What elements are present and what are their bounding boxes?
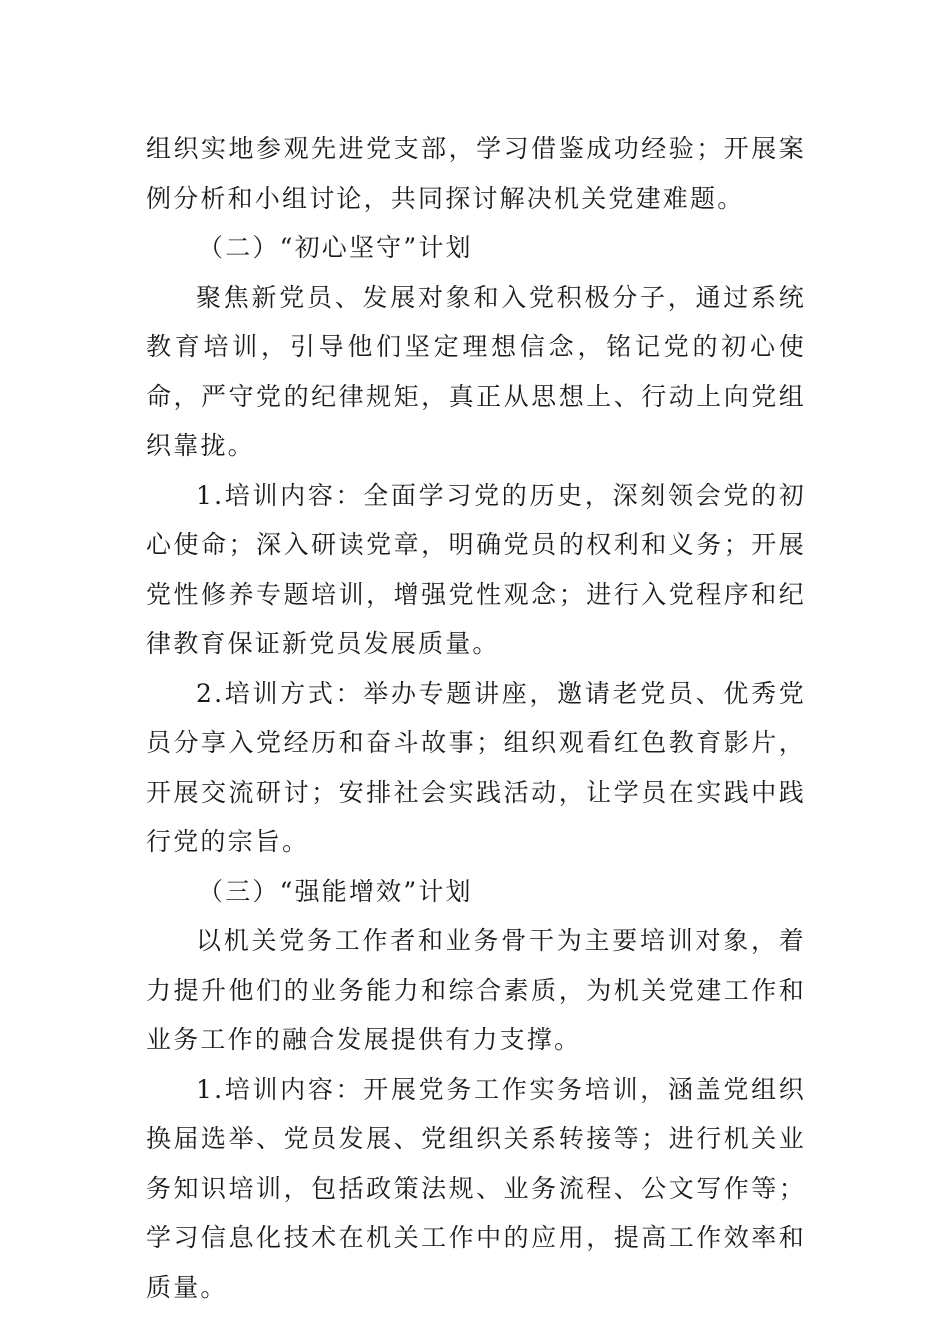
document-body — [146, 124, 806, 1312]
paragraph-intro-3: 以机关党务工作者和业务骨干为主要培训对象，着力提升他们的业务能力和综合素质，为机关党建工作和业务工作的融合发展提供有力支撑。 — [146, 926, 806, 1054]
paragraph-content-2: 1.培训内容：全面学习党的历史，深刻领会党的初心使命；深入研读党章，明确党员的权利和义务；开展党性修养专题培训，增强党性观念；进行入党程序和纪律教育保证新党员发展质量。 — [146, 480, 806, 658]
paragraph-intro-2: 聚焦新党员、发展对象和入党积极分子，通过系统教育培训，引导他们坚定理想信念，铭记党的初心使命，严守党的纪律规矩，真正从思想上、行动上向党组织靠拢。 — [146, 282, 806, 460]
paragraph-continuation: 组织实地参观先进党支部，学习借鉴成功经验；开展案例分析和小组讨论，共同探讨解决机关党建难题。 — [146, 134, 806, 213]
section-heading-3: （三）“强能增效”计划 — [198, 876, 473, 906]
paragraph-content-3: 1.培训内容：开展党务工作实务培训，涵盖党组织换届选举、党员发展、党组织关系转接等；进行机关业务知识培训，包括政策法规、业务流程、公文写作等；学习信息化技术在机关工作中的应用，提高工作效率和质量。 — [146, 1074, 806, 1302]
section-heading-2: （二）“初心坚守”计划 — [198, 233, 473, 262]
paragraph-method-2: 2.培训方式：举办专题讲座，邀请老党员、优秀党员分享入党经历和奋斗故事；组织观看红色教育影片，开展交流研讨；安排社会实践活动，让学员在实践中践行党的宗旨。 — [146, 678, 806, 856]
